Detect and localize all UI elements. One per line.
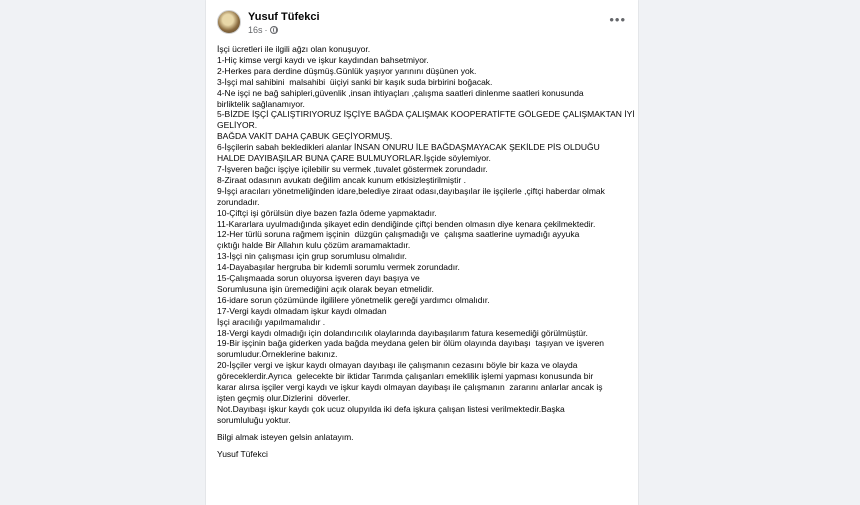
post-text-line: 15-Çalışmaada sorun oluyorsa işveren dayı başıya ve bbox=[217, 273, 420, 284]
post-text-line: işten geçmiş olur.Dizlerini döverler. bbox=[217, 393, 351, 403]
post-meta bbox=[248, 25, 278, 35]
post-text-line: 14-Dayabaşılar hergruba bir kıdemli sorumlu vermek zorundadır. bbox=[217, 262, 460, 273]
post-text-line: Bilgi almak isteyen gelsin anlatayım. bbox=[217, 431, 354, 442]
avatar[interactable] bbox=[217, 10, 241, 34]
post-text-line: 2-Herkes para derdine düşmüş.Günlük yaşıyor yarınını düşünen yok. bbox=[217, 65, 477, 76]
post-text-line: 8-Ziraat odasının avukatı değilim ancak kunum etkisizleştirilmiştir . bbox=[217, 174, 466, 185]
post-text-line: sorumludur.Örneklerine bakınız. bbox=[217, 349, 338, 360]
post-text-line: HALDE DAYIBAŞILAR BUNA ÇARE BULMUYORLAR.İşçide söylemiyor. bbox=[217, 153, 491, 164]
post-text-line: 19-Bir işçinin bağa giderken yada bağda meydana gelen bir ölüm olayında dayıbaşı taşıyan ve işveren bbox=[217, 338, 604, 349]
more-horizontal-icon[interactable]: ••• bbox=[609, 12, 626, 27]
post-text-line: sorumluluğu yoktur. bbox=[217, 414, 291, 425]
post-text-line: 6-İşçilerin sabah bekledikleri alanlar İNSAN ONURU İLE BAĞDAŞMAYACAK ŞEKİLDE PİS OLDUĞU bbox=[217, 142, 600, 153]
post-text-line: 10-Çiftçi işi görülsün diye bazen fazla ödeme yapmaktadır. bbox=[217, 207, 437, 218]
post-text-line: 16-idare sorun çözümünde ilgililere yönetmelik gereği yardımcı olmalıdır. bbox=[217, 294, 490, 305]
post-text-line: 12-Her türlü soruna rağmem işçinin düzgün çalışmadığı ve çalışma saatlerine uymadığı ayyuka bbox=[217, 229, 580, 240]
post-text-line: 7-İşveren bağcı işçiye içilebilir su vermek ,tuvalet göstermek zorundadır. bbox=[217, 163, 488, 174]
post-text-line: GELİYOR. bbox=[217, 120, 258, 131]
post-text-line: çıktığı halde Bir Allahın kulu çözüm aramamaktadır. bbox=[217, 240, 411, 251]
post-text-line: 4-Ne işçi ne bağ sahipleri,güvenlik ,insan ihtiyaçları ,çalışma saatleri dinlenme saatleri konusunda bbox=[217, 87, 584, 98]
post-text-line: BAĞDA VAKİT DAHA ÇABUK GEÇİYORMUŞ. bbox=[217, 131, 393, 142]
post-text-line: karar alırsa işçiler vergi kaydı ve işkur kaydı olmayan dayıbaşı ile çalışmanın zararını anlarlar ancak iş bbox=[217, 382, 603, 393]
post-author[interactable]: Yusuf Tüfekci bbox=[248, 11, 320, 23]
globe-icon[interactable] bbox=[270, 26, 278, 34]
post-text-line: 18-Vergi kaydı olmadığı için dolandırıcılık olaylarında dayıbaşılarım fatura kesemediği görülmüştür. bbox=[217, 327, 588, 338]
post-text-line: 13-İşçi nin çalışması için grup sorumlusu olmalıdır. bbox=[217, 251, 407, 262]
facebook-post bbox=[206, 0, 638, 505]
post-text-line: 17-Vergi kaydı olmadam işkur kaydı olmadan bbox=[217, 305, 387, 316]
post-text-line: Sorumlusuna işin üremediğini açık olarak beyan etmelidir. bbox=[217, 283, 434, 294]
meta-separator: · bbox=[264, 25, 268, 35]
post-time[interactable]: 16s bbox=[248, 25, 263, 35]
post-text-line: 11-Kararlara uyulmadığında şikayet edin dendiğinde çiftçi benden olmasın diye kenara çekilmektedir. bbox=[217, 218, 596, 229]
post-text-line: 20-İşçiler vergi ve işkur kaydı olmayan dayıbaşı ile çalışmanın cezasını böyle bir kaza ve olayda bbox=[217, 360, 578, 371]
post-text-line: 9-İşçi aracıları yönetmeliğinden idare,belediye ziraat odası,dayıbaşılar ile işçilerle ,çiftçi haberdar olmak bbox=[217, 185, 605, 196]
post-text-line: göreceklerdir.Ayrıca gelecekte bir iktidar Tarımda çalışanları emeklilik işlemi yapması konusunda bir bbox=[217, 371, 594, 382]
post-text-line: birliktelik sağlanamıyor. bbox=[217, 98, 305, 109]
post-text-line: 3-İşçi mal sahibini malsahibi üiçiyi sanki bir kaşık suda birbirini boğacak. bbox=[217, 76, 493, 87]
post-text-line: zorundadır. bbox=[217, 196, 260, 207]
post-text-line: Yusuf Tüfekci bbox=[217, 448, 268, 459]
post-text-line: 1-Hiç kimse vergi kaydı ve işkur kaydından bahsetmiyor. bbox=[217, 54, 429, 65]
post-text-line: İşçi aracılığı yapılmamalıdır . bbox=[217, 316, 326, 327]
post-content bbox=[217, 44, 633, 460]
post-text-line: Not.Dayıbaşı işkur kaydı çok ucuz olupyılda iki defa işkura çalışan listesi verilmektedir.Başka bbox=[217, 403, 565, 414]
post-text-line: 5-BİZDE İŞÇİ ÇALIŞTIRIYORUZ İŞÇİYE BAĞDA ÇALIŞMAK KOOPERATİFTE GÖLGEDE ÇALIŞMAKTAN İYİ bbox=[217, 109, 635, 120]
post-text-line: İşçi ücretleri ile ilgili ağzı olan konuşuyor. bbox=[217, 44, 371, 54]
